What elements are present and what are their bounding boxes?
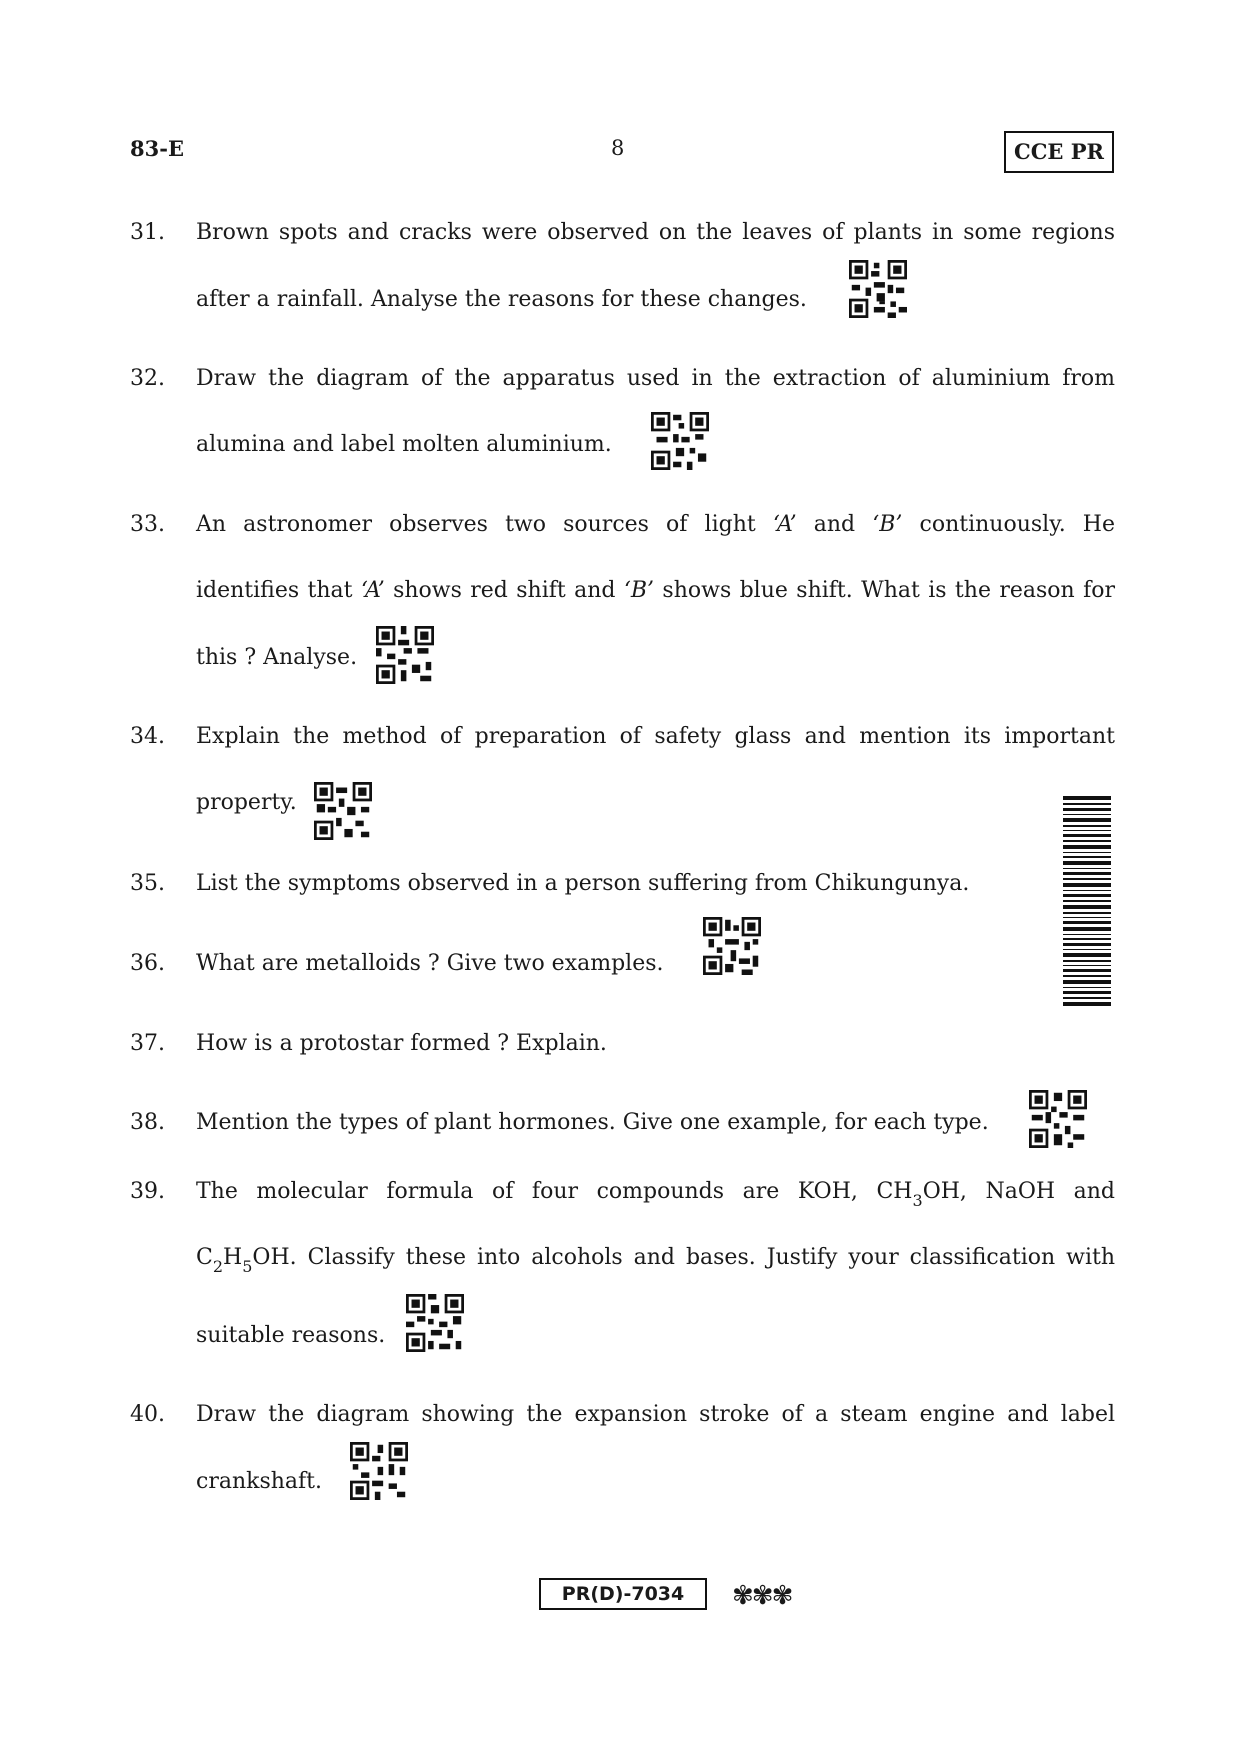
question-text: Brown spots and cracks were observed on the leaves of plants in some regions: [196, 220, 1115, 245]
question-text: identifies that ‘A’ shows red shift and ‘B’ shows blue shift. What is the reason for: [196, 578, 1115, 603]
paper-code-box: PR(D)-7034: [539, 1578, 707, 1610]
qr-code-icon: [314, 780, 372, 842]
ornament-icon: ✾✾✾: [732, 1581, 792, 1611]
question-text: $C_2H_5OH$. Classify these into alcohols and bases. Justify your classification with: [196, 1245, 1115, 1276]
question-text: Mention the types of plant hormones. Give one example, for each type.: [196, 1110, 989, 1135]
question-text: The molecular formula of four compounds are KOH, $CH_3OH$, NaOH and: [196, 1179, 1115, 1210]
qr-code-icon: [406, 1292, 464, 1354]
question-text: List the symptoms observed in a person suffering from Chikungunya.: [196, 871, 970, 896]
question-number: 33.: [130, 512, 165, 537]
question-number: 34.: [130, 724, 165, 749]
qr-code-icon: [651, 410, 709, 472]
qr-code-icon: [376, 624, 434, 686]
page-number: 8: [611, 136, 625, 160]
question-text: suitable reasons.: [196, 1323, 386, 1348]
question-number: 36.: [130, 951, 165, 976]
question-text: alumina and label molten aluminium.: [196, 432, 612, 457]
question-text: What are metalloids ? Give two examples.: [196, 951, 664, 976]
question-text: Draw the diagram of the apparatus used in the extraction of aluminium from: [196, 366, 1115, 391]
question-number: 39.: [130, 1179, 165, 1204]
question-number: 40.: [130, 1402, 165, 1427]
question-text: crankshaft.: [196, 1469, 323, 1494]
question-number: 32.: [130, 366, 165, 391]
question-number: 31.: [130, 220, 165, 245]
qr-code-icon: [1029, 1088, 1087, 1150]
qr-code-icon: [350, 1440, 408, 1502]
exam-type-box: CCE PR: [1004, 131, 1114, 173]
question-text: after a rainfall. Analyse the reasons for these changes.: [196, 287, 807, 312]
question-number: 37.: [130, 1031, 165, 1056]
qr-code-icon: [703, 915, 761, 977]
paper-code: 83-E: [130, 136, 184, 161]
question-number: 38.: [130, 1110, 165, 1135]
question-text: property.: [196, 790, 297, 815]
question-text: An astronomer observes two sources of light ‘A’ and ‘B’ continuously. He: [196, 512, 1115, 537]
question-text: Draw the diagram showing the expansion stroke of a steam engine and label: [196, 1402, 1115, 1427]
question-number: 35.: [130, 871, 165, 896]
barcode-icon: [1063, 796, 1111, 1008]
qr-code-icon: [849, 258, 907, 320]
question-text: How is a protostar formed ? Explain.: [196, 1031, 607, 1056]
question-text: this ? Analyse.: [196, 645, 358, 670]
question-text: Explain the method of preparation of safety glass and mention its important: [196, 724, 1115, 749]
